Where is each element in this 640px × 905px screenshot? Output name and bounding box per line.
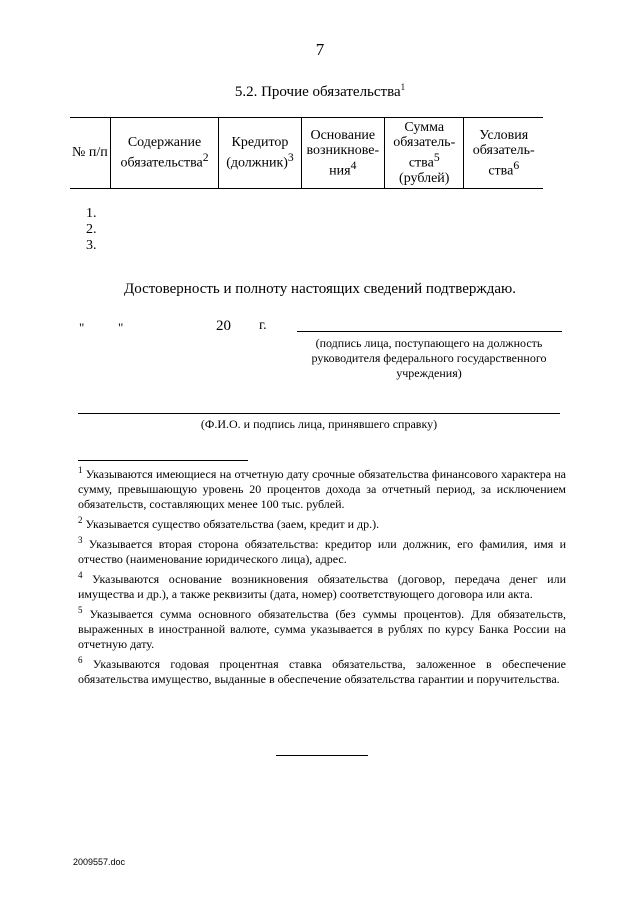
signature-line-receiver xyxy=(78,413,560,414)
footnote: $^5$ Указывается сумма основного обязательства (без суммы процентов). Для обязательств, выраженных в иностранной валюте, сумма указывается в рублях по курсу Банка России на отчетную дату. xyxy=(78,605,566,651)
page-number: 7 xyxy=(315,40,325,59)
date-year-suffix: г. xyxy=(259,318,267,333)
date-year-prefix: 20 xyxy=(216,318,231,334)
table-header-row xyxy=(70,118,543,189)
col-number: № п/п xyxy=(70,118,110,189)
date-quote-open: " xyxy=(79,320,85,335)
col-content: Содержание обязательства$^2$ xyxy=(110,118,219,189)
row-number: 2. xyxy=(86,222,97,237)
footnotes xyxy=(78,463,566,688)
section-title xyxy=(0,82,640,101)
row-numbers xyxy=(86,206,97,254)
row-number: 3. xyxy=(86,238,97,253)
signature-caption-receiver: (Ф.И.О. и подпись лица, принявшего справку) xyxy=(200,417,438,431)
footnote: $^3$ Указывается вторая сторона обязательства: кредитор или должник, его фамилия, имя и отчество (наименование юридического лица), адрес. xyxy=(78,535,566,566)
footnote: $^4$ Указываются основание возникновения обязательства (договор, передача денег или имущества и др.), а также реквизиты (дата, номер) соответствующего договора или акта. xyxy=(78,570,567,601)
row-number: 1. xyxy=(86,206,97,221)
footnote-separator xyxy=(78,460,248,461)
confirmation-text: Достоверность и полноту настоящих сведений подтверждаю. xyxy=(124,281,516,297)
obligations-table xyxy=(70,117,543,189)
signature-caption-applicant: (подпись лица, поступающего на должность руководителя федерального государственного учреждения) xyxy=(311,336,547,380)
col-creditor: Кредитор (должник)$^3$ xyxy=(219,118,301,189)
col-conditions: Условия обязатель-ства$^6$ xyxy=(464,118,543,189)
section-title-note: 1 xyxy=(400,82,406,92)
date-quote-close: " xyxy=(118,320,124,335)
col-amount: Сумма обязатель-ства$^5$ (рублей) xyxy=(385,118,464,189)
signature-line-applicant xyxy=(297,331,562,332)
doc-filename: 2009557.doc xyxy=(73,857,126,867)
footnote: $^6$ Указываются годовая процентная ставка обязательства, заложенное в обеспечение обязательства имущество, выданные в обеспечение обязательства гарантии и поручительства. xyxy=(78,655,566,686)
footnote: $^1$ Указываются имеющиеся на отчетную дату срочные обязательства финансового характера на сумму, превышающую уровень 20 процентов дохода за отчетный период, за исключением обязательств, составляющих менее 100 тыс. рублей. xyxy=(78,465,566,511)
end-rule xyxy=(276,755,368,756)
section-title-text: 5.2. Прочие обязательства xyxy=(234,84,401,100)
col-basis: Основание возникнове-ния$^4$ xyxy=(301,118,384,189)
footnote: $^2$ Указывается существо обязательства (заем, кредит и др.). xyxy=(78,515,380,531)
